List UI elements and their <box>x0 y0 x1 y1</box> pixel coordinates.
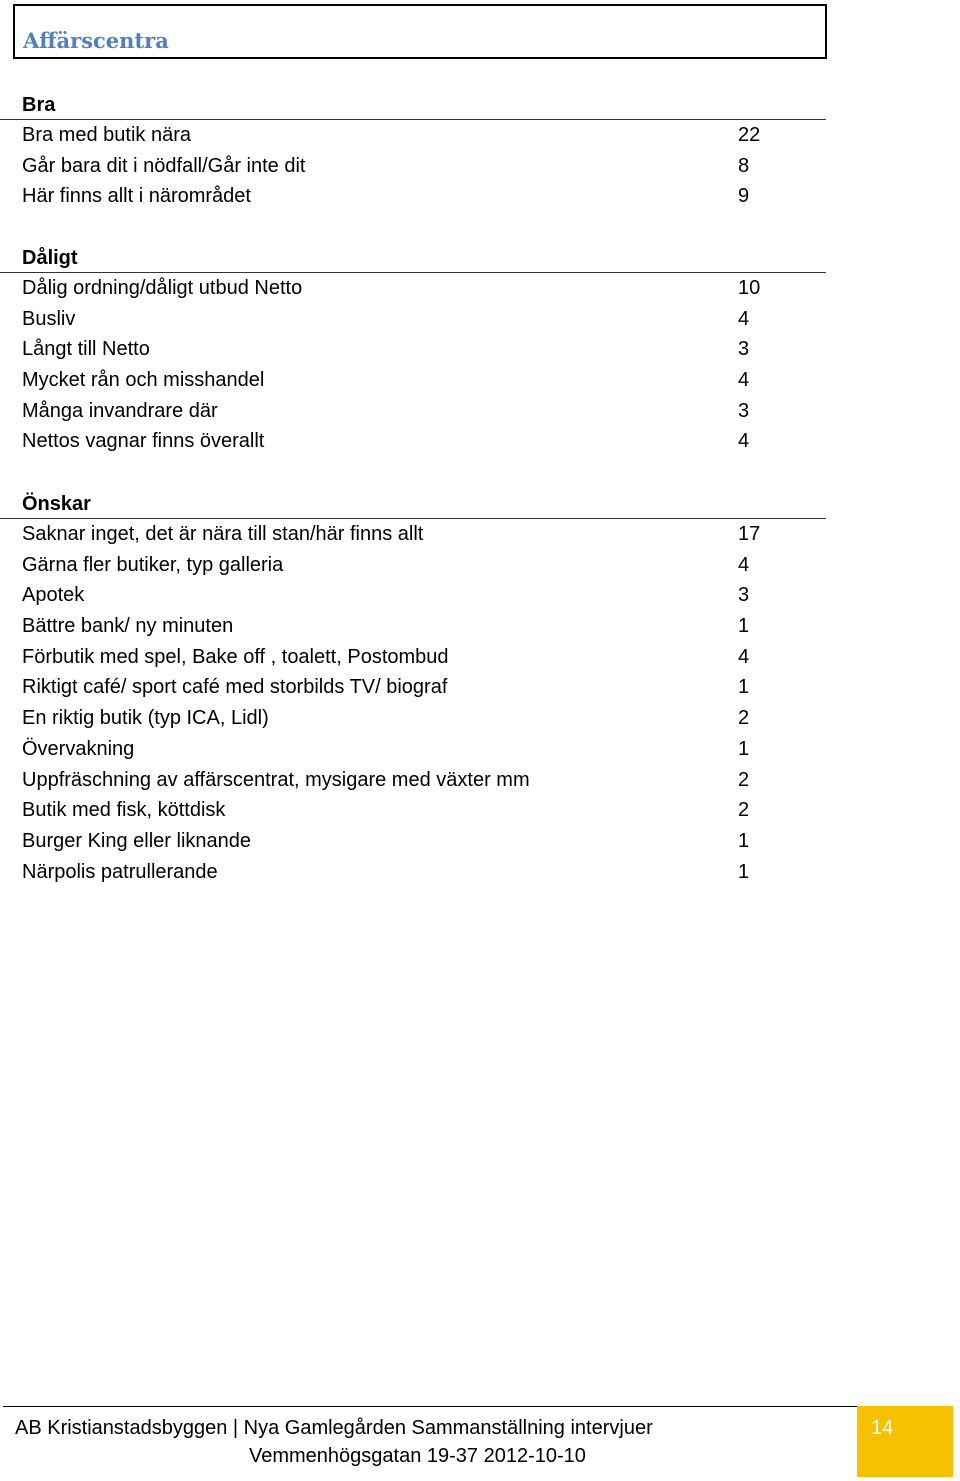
list-item <box>22 703 826 734</box>
list-item <box>22 426 826 457</box>
section-onskar <box>22 490 826 887</box>
item-count: 3 <box>738 338 750 361</box>
item-label: Saknar inget, det är nära till stan/här finns allt <box>22 523 424 545</box>
list-item <box>22 519 826 550</box>
item-label: Övervakning <box>22 737 135 760</box>
item-count: 17 <box>738 523 761 545</box>
item-count: 4 <box>738 645 750 668</box>
item-label: Burger King eller liknande <box>22 829 252 852</box>
list-item <box>22 273 826 304</box>
item-label: Bättre bank/ ny minuten <box>22 615 234 638</box>
item-count: 1 <box>738 676 750 699</box>
item-count: 2 <box>738 799 750 822</box>
section-title-box <box>13 4 827 59</box>
page-title: Affärscentra <box>23 28 169 53</box>
item-count: 4 <box>738 307 750 330</box>
list-item <box>22 120 826 151</box>
footer-line-1: AB Kristianstadsbyggen | Nya Gamlegården Sammanställning intervjuer <box>15 1417 653 1439</box>
item-label: En riktig butik (typ ICA, Lidl) <box>22 707 269 730</box>
page-number: 14 <box>871 1417 894 1439</box>
item-count: 1 <box>738 829 750 852</box>
list-item <box>22 611 826 642</box>
list-item <box>22 580 826 611</box>
section-heading: Önskar <box>0 490 826 519</box>
item-count: 10 <box>738 277 761 299</box>
item-count: 4 <box>738 369 750 392</box>
list-item <box>22 151 826 182</box>
list-item <box>22 550 826 581</box>
section-heading: Bra <box>0 91 826 120</box>
item-label: Apotek <box>22 584 85 607</box>
section-daligt <box>22 244 826 457</box>
item-label: Förbutik med spel, Bake off , toalett, Postombud <box>22 645 449 668</box>
item-label: Mycket rån och misshandel <box>22 369 265 392</box>
list-item <box>22 857 826 888</box>
list-item <box>22 181 826 212</box>
item-label: Här finns allt i närområdet <box>22 185 251 208</box>
item-count: 1 <box>738 860 750 883</box>
list-item <box>22 396 826 427</box>
section-bra <box>22 91 826 212</box>
list-item <box>22 826 826 857</box>
item-label: Gärna fler butiker, typ galleria <box>22 553 284 576</box>
item-count: 4 <box>738 553 750 576</box>
item-label: Uppfräschning av affärscentrat, mysigare med växter mm <box>22 768 530 791</box>
item-label: Dålig ordning/dåligt utbud Netto <box>22 277 303 299</box>
item-label: Långt till Netto <box>22 338 150 361</box>
list-item <box>22 365 826 396</box>
item-count: 2 <box>738 707 750 730</box>
item-count: 4 <box>738 430 750 453</box>
footer-divider <box>3 1406 953 1407</box>
list-item <box>22 642 826 673</box>
item-label: Närpolis patrullerande <box>22 860 218 883</box>
list-item <box>22 672 826 703</box>
item-count: 3 <box>738 399 750 422</box>
item-label: Nettos vagnar finns överallt <box>22 430 265 453</box>
list-item <box>22 765 826 796</box>
item-count: 1 <box>738 615 750 638</box>
footer-line-2: Vemmenhögsgatan 19-37 2012-10-10 <box>249 1445 586 1467</box>
item-label: Butik med fisk, köttdisk <box>22 799 226 822</box>
item-label: Bra med butik nära <box>22 124 191 146</box>
item-count: 1 <box>738 737 750 760</box>
page-number-box <box>857 1406 953 1477</box>
section-heading: Dåligt <box>0 244 826 273</box>
list-item <box>22 334 826 365</box>
list-item <box>22 795 826 826</box>
item-label: Riktigt café/ sport café med storbilds TV/ biograf <box>22 676 448 699</box>
item-count: 3 <box>738 584 750 607</box>
list-item <box>22 304 826 335</box>
item-label: Busliv <box>22 307 76 330</box>
item-count: 9 <box>738 185 750 208</box>
list-item <box>22 734 826 765</box>
item-count: 22 <box>738 124 761 146</box>
item-label: Går bara dit i nödfall/Går inte dit <box>22 154 306 177</box>
item-count: 2 <box>738 768 750 791</box>
item-label: Många invandrare där <box>22 399 218 422</box>
item-count: 8 <box>738 154 750 177</box>
